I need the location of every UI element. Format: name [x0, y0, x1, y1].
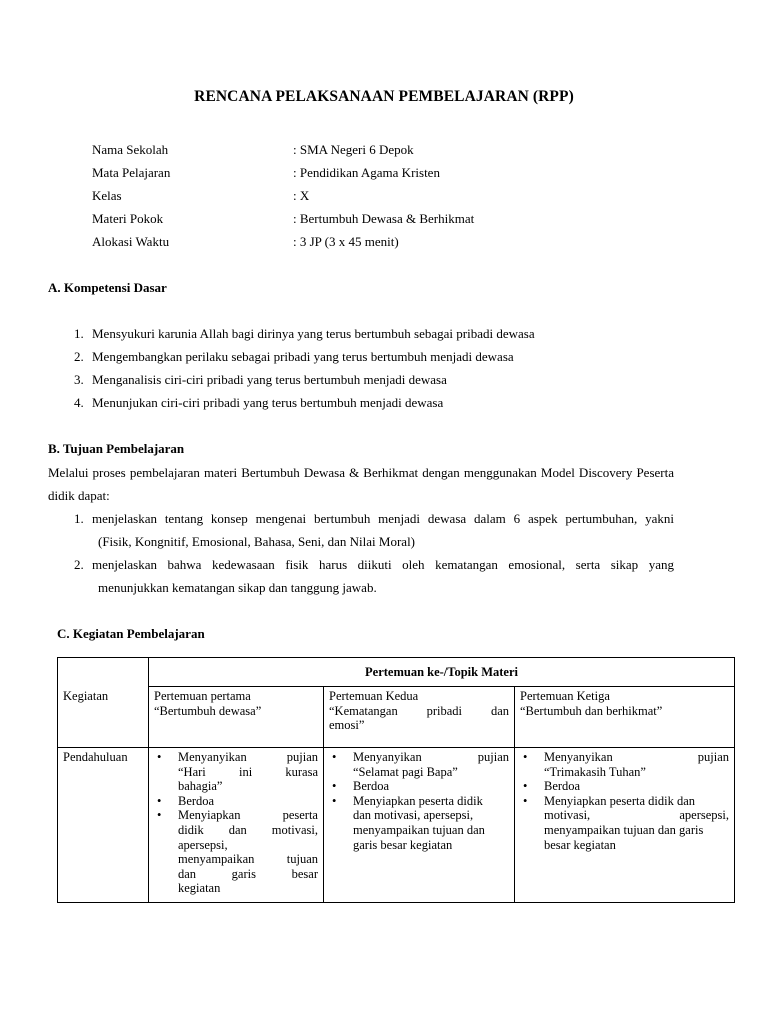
- pertemuan-title: Pertemuan Kedua: [329, 689, 419, 703]
- bullet-text: didik dan motivasi,: [178, 822, 318, 837]
- bullet-text: apersepsi,: [178, 837, 228, 852]
- bullet-text: • Menyiapkan peserta didik: [353, 793, 483, 808]
- list-item: [74, 507, 674, 553]
- list-item-text-continued: menunjukkan kematangan sikap dan tanggung jawab.: [98, 580, 377, 595]
- list-item: [74, 326, 535, 342]
- page-title: RENCANA PELAKSANAAN PEMBELAJARAN (RPP): [194, 88, 574, 105]
- bullet-text: • Menyanyikan pujian: [178, 750, 318, 764]
- table-header-pertemuan-3: [515, 687, 735, 748]
- value-kelas: : X: [293, 188, 310, 203]
- bullet-text: dan motivasi, apersepsi,: [353, 808, 474, 823]
- pertemuan-title: Pertemuan Ketiga: [520, 689, 610, 703]
- section-heading-kegiatan: C. Kegiatan Pembelajaran: [57, 626, 205, 641]
- bullet-text: • Berdoa: [353, 779, 390, 794]
- bullet-text: kegiatan: [178, 881, 221, 896]
- bullet-text: bahagia”: [178, 779, 223, 794]
- list-item-text: Menganalisis ciri-ciri pribadi yang terus bertumbuh menjadi dewasa: [92, 372, 447, 387]
- value-alokasi-waktu: : 3 JP (3 x 45 menit): [293, 234, 399, 249]
- pertemuan-topic: “Kematangan pribadi dan: [329, 703, 509, 718]
- table-row: [58, 748, 735, 903]
- pertemuan-topic: “Bertumbuh dan berhikmat”: [520, 703, 663, 718]
- cell-pendahuluan-2: [324, 748, 515, 903]
- list-item-number: 1.: [74, 511, 84, 526]
- list-item-number: 3.: [74, 372, 84, 387]
- list-item-text: Mengembangkan perilaku sebagai pribadi yang terus bertumbuh menjadi dewasa: [92, 349, 514, 364]
- list-item: [544, 750, 729, 779]
- list-item-text: Menunjukan ciri-ciri pribadi yang terus bertumbuh menjadi dewasa: [92, 395, 444, 410]
- table-header-pertemuan-2: [324, 687, 515, 748]
- bullet-text: dan garis besar: [178, 866, 318, 881]
- list-item: [74, 553, 674, 599]
- list-item: [353, 794, 509, 852]
- list-item: [74, 395, 443, 411]
- bullet-text: menyampaikan tujuan dan: [353, 822, 485, 837]
- value-mata-pelajaran: : Pendidikan Agama Kristen: [293, 165, 440, 180]
- bullet-text: • Menyiapkan peserta: [178, 808, 318, 823]
- bullet-text: besar kegiatan: [544, 837, 616, 852]
- label-materi-pokok: Materi Pokok: [92, 211, 164, 226]
- label-nama-sekolah: Nama Sekolah: [92, 142, 169, 157]
- table-header-pertemuan-1: [149, 687, 324, 748]
- list-item: [178, 808, 318, 896]
- list-item: [74, 372, 447, 388]
- list-item-text: menjelaskan bahwa kedewasaan fisik harus diikuti oleh kematangan emosional, serta sikap yang: [92, 557, 674, 572]
- list-item-text: Mensyukuri karunia Allah bagi dirinya yang terus bertumbuh sebagai pribadi dewasa: [92, 326, 535, 341]
- pertemuan-topic: “Bertumbuh dewasa”: [154, 703, 262, 718]
- list-item-number: 4.: [74, 395, 84, 410]
- list-item: [353, 779, 509, 794]
- list-item: [178, 794, 318, 809]
- list-item: [178, 750, 318, 794]
- table-row: [58, 687, 735, 748]
- bullet-text: garis besar kegiatan: [353, 837, 453, 852]
- tujuan-intro: Melalui proses pembelajaran materi Bertumbuh Dewasa & Berhikmat dengan menggunakan Model Discovery Peserta didik dapat:: [48, 465, 674, 503]
- bullet-text: “Trimakasih Tuhan”: [544, 764, 646, 779]
- value-materi-pokok: : Bertumbuh Dewasa & Berhikmat: [293, 211, 475, 226]
- pertemuan-topic-continued: emosi”: [329, 718, 365, 733]
- list-item: [74, 349, 514, 365]
- kegiatan-table: [57, 657, 735, 903]
- list-item: [353, 750, 509, 779]
- row-label-pendahuluan: Pendahuluan: [58, 748, 149, 903]
- bullet-text: “Selamat pagi Bapa”: [353, 764, 458, 779]
- bullet-text: “Hari ini kurasa: [178, 764, 318, 779]
- bullet-text: • Berdoa: [178, 793, 215, 808]
- table-row: [58, 658, 735, 687]
- section-heading-tujuan: B. Tujuan Pembelajaran: [48, 441, 185, 456]
- list-item-number: 2.: [74, 557, 84, 572]
- table-header-kegiatan: Kegiatan: [58, 658, 149, 748]
- label-kelas: Kelas: [92, 188, 122, 203]
- list-item: [544, 779, 729, 794]
- bullet-text: • Menyanyikan pujian: [544, 750, 730, 764]
- bullet-text: • Menyiapkan peserta didik dan: [544, 793, 695, 808]
- label-mata-pelajaran: Mata Pelajaran: [92, 165, 171, 180]
- bullet-text: • Berdoa: [544, 779, 581, 794]
- list-item-text: menjelaskan tentang konsep mengenai bertumbuh menjadi dewasa dalam 6 aspek pertumbuhan, yakni: [92, 511, 674, 526]
- section-heading-kompetensi: A. Kompetensi Dasar: [48, 280, 167, 295]
- cell-pendahuluan-3: [515, 748, 735, 903]
- list-item-number: 2.: [74, 349, 84, 364]
- bullet-text: • Menyanyikan pujian: [353, 750, 509, 764]
- value-nama-sekolah: : SMA Negeri 6 Depok: [293, 142, 414, 157]
- cell-pendahuluan-1: [149, 748, 324, 903]
- bullet-text: motivasi, apersepsi,: [544, 808, 730, 823]
- bullet-text: menyampaikan tujuan: [178, 852, 318, 867]
- label-alokasi-waktu: Alokasi Waktu: [92, 234, 170, 249]
- list-item-number: 1.: [74, 326, 84, 341]
- list-item-text-continued: (Fisik, Kongnitif, Emosional, Bahasa, Seni, dan Nilai Moral): [98, 534, 416, 549]
- bullet-text: menyampaikan tujuan dan garis: [544, 822, 704, 837]
- pertemuan-title: Pertemuan pertama: [154, 689, 251, 703]
- table-header-pertemuan: Pertemuan ke-/Topik Materi: [149, 658, 735, 687]
- list-item: [544, 794, 729, 852]
